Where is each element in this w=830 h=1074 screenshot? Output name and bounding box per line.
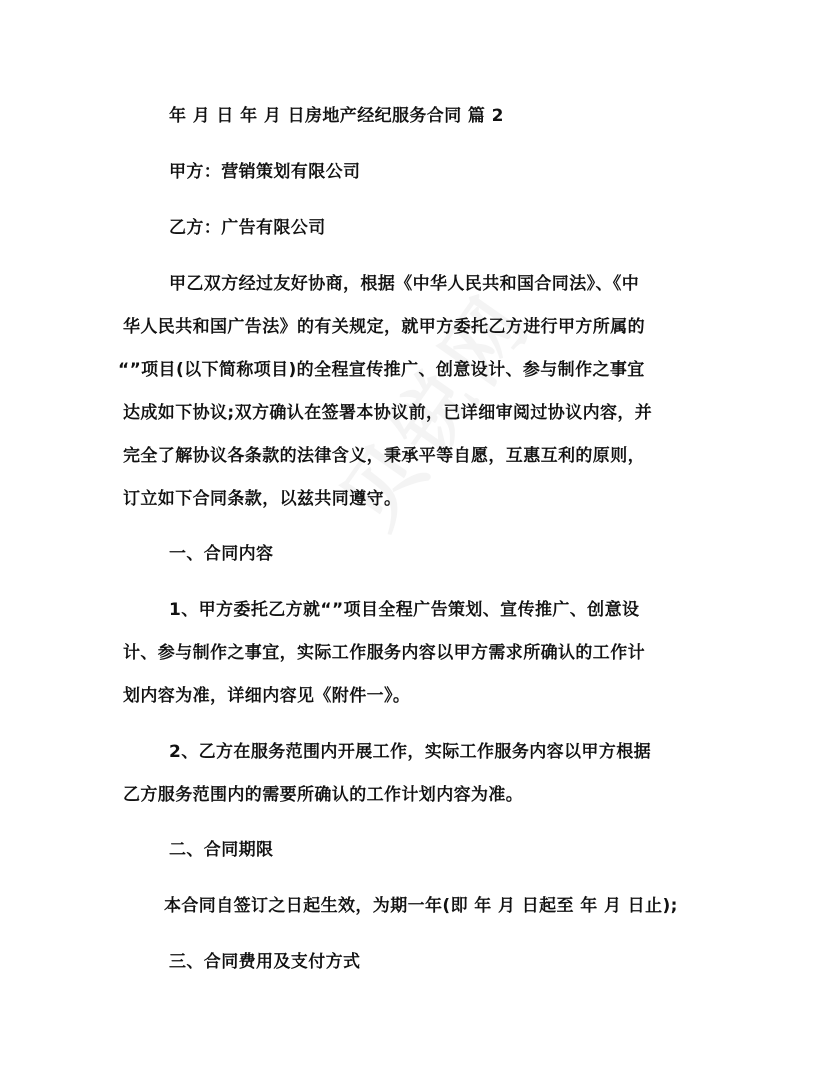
paragraph-line: 1、甲方委托乙方就“”项目全程广告策划、宣传推广、创意设 [169, 600, 640, 620]
document-title: 年 月 日 年 月 日房地产经纪服务合同 篇 2 [169, 106, 504, 126]
section-heading-3: 三、合同费用及支付方式 [169, 952, 361, 972]
paragraph-line: 2、乙方在服务范围内开展工作，实际工作服务内容以甲方根据 [169, 742, 652, 762]
paragraph-line: 达成如下协议;双方确认在签署本协议前，已详细审阅过协议内容，并 [123, 403, 653, 423]
paragraph-line: 订立如下合同条款，以兹共同遵守。 [123, 489, 402, 509]
paragraph-line: “”项目(以下简称项目)的全程宣传推广、创意设计、参与制作之事宜 [118, 360, 645, 380]
section-heading-1: 一、合同内容 [169, 544, 274, 564]
party-b-line: 乙方：广告有限公司 [169, 218, 326, 238]
party-a-line: 甲方：营销策划有限公司 [169, 162, 361, 182]
section-heading-2: 二、合同期限 [169, 840, 274, 860]
paragraph-line: 华人民共和国广告法》的有关规定，就甲方委托乙方进行甲方所属的 [123, 317, 645, 337]
paragraph-line: 乙方服务范围内的需要所确认的工作计划内容为准。 [123, 785, 524, 805]
paragraph-line: 本合同自签订之日起生效，为期一年(即 年 月 日起至 年 月 日止); [164, 896, 678, 916]
paragraph-line: 完全了解协议各条款的法律含义，秉承平等自愿，互惠互利的原则， [123, 446, 645, 466]
paragraph-line: 计、参与制作之事宜，实际工作服务内容以甲方需求所确认的工作计 [123, 643, 645, 663]
paragraph-line: 划内容为准，详细内容见《附件一》。 [123, 686, 411, 706]
paragraph-line: 甲乙双方经过友好协商，根据《中华人民共和国合同法》、《中 [169, 274, 640, 294]
